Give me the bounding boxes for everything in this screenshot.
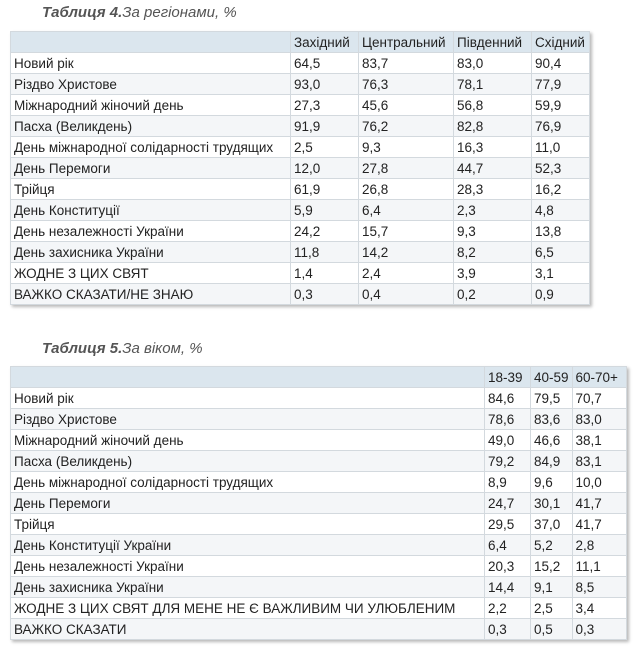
value-cell: 52,3 bbox=[532, 158, 590, 179]
value-cell: 5,2 bbox=[531, 535, 573, 556]
value-cell: 82,8 bbox=[454, 116, 532, 137]
table-row bbox=[11, 116, 590, 137]
column-header: Західний bbox=[291, 32, 359, 53]
value-cell: 0,3 bbox=[572, 619, 626, 640]
column-header: Центральний bbox=[359, 32, 454, 53]
table-row bbox=[11, 242, 590, 263]
value-cell: 13,8 bbox=[532, 221, 590, 242]
column-header-empty bbox=[11, 32, 291, 53]
table5-header-row bbox=[11, 367, 627, 388]
value-cell: 78,1 bbox=[454, 74, 532, 95]
value-cell: 83,1 bbox=[572, 451, 626, 472]
row-label: День захисника України bbox=[11, 242, 291, 263]
row-label: Пасха (Великдень) bbox=[11, 451, 485, 472]
value-cell: 83,0 bbox=[454, 53, 532, 74]
value-cell: 29,5 bbox=[485, 514, 531, 535]
value-cell: 27,3 bbox=[291, 95, 359, 116]
value-cell: 41,7 bbox=[572, 514, 626, 535]
value-cell: 77,9 bbox=[532, 74, 590, 95]
table-row bbox=[11, 409, 627, 430]
value-cell: 11,1 bbox=[572, 556, 626, 577]
value-cell: 9,6 bbox=[531, 472, 573, 493]
row-label: Міжнародний жіночий день bbox=[11, 430, 485, 451]
value-cell: 6,4 bbox=[485, 535, 531, 556]
value-cell: 84,6 bbox=[485, 388, 531, 409]
value-cell: 2,2 bbox=[485, 598, 531, 619]
table-row bbox=[11, 263, 590, 284]
table4-caption bbox=[42, 4, 237, 21]
value-cell: 20,3 bbox=[485, 556, 531, 577]
value-cell: 64,5 bbox=[291, 53, 359, 74]
value-cell: 46,6 bbox=[531, 430, 573, 451]
table-row bbox=[11, 53, 590, 74]
value-cell: 8,2 bbox=[454, 242, 532, 263]
table-row bbox=[11, 430, 627, 451]
value-cell: 0,2 bbox=[454, 284, 532, 305]
value-cell: 11,0 bbox=[532, 137, 590, 158]
column-header: 60-70+ bbox=[572, 367, 626, 388]
value-cell: 70,7 bbox=[572, 388, 626, 409]
value-cell: 16,2 bbox=[532, 179, 590, 200]
row-label: Трійця bbox=[11, 179, 291, 200]
value-cell: 76,9 bbox=[532, 116, 590, 137]
value-cell: 24,7 bbox=[485, 493, 531, 514]
row-label: Різдво Христове bbox=[11, 74, 291, 95]
value-cell: 0,5 bbox=[531, 619, 573, 640]
value-cell: 2,5 bbox=[531, 598, 573, 619]
table-row bbox=[11, 200, 590, 221]
table4 bbox=[10, 31, 590, 305]
table5-caption-number: Таблиця 5. bbox=[42, 340, 123, 357]
value-cell: 3,1 bbox=[532, 263, 590, 284]
row-label: ВАЖКО СКАЗАТИ/НЕ ЗНАЮ bbox=[11, 284, 291, 305]
row-label: Трійця bbox=[11, 514, 485, 535]
value-cell: 83,7 bbox=[359, 53, 454, 74]
value-cell: 41,7 bbox=[572, 493, 626, 514]
column-header: Східний bbox=[532, 32, 590, 53]
value-cell: 3,4 bbox=[572, 598, 626, 619]
row-label: День міжнародної солідарності трудящих bbox=[11, 472, 485, 493]
value-cell: 24,2 bbox=[291, 221, 359, 242]
row-label: День міжнародної солідарності трудящих bbox=[11, 137, 291, 158]
row-label: День Перемоги bbox=[11, 158, 291, 179]
value-cell: 2,4 bbox=[359, 263, 454, 284]
row-label: ЖОДНЕ З ЦИХ СВЯТ ДЛЯ МЕНЕ НЕ Є ВАЖЛИВИМ ЧИ УЛЮБЛЕНИМ bbox=[11, 598, 485, 619]
table-row bbox=[11, 472, 627, 493]
row-label: День Конституції bbox=[11, 200, 291, 221]
value-cell: 78,6 bbox=[485, 409, 531, 430]
value-cell: 49,0 bbox=[485, 430, 531, 451]
table-row bbox=[11, 556, 627, 577]
value-cell: 4,8 bbox=[532, 200, 590, 221]
value-cell: 84,9 bbox=[531, 451, 573, 472]
row-label: День незалежності України bbox=[11, 556, 485, 577]
value-cell: 28,3 bbox=[454, 179, 532, 200]
table-row bbox=[11, 137, 590, 158]
value-cell: 10,0 bbox=[572, 472, 626, 493]
table4-header-row bbox=[11, 32, 590, 53]
table-row bbox=[11, 95, 590, 116]
value-cell: 11,8 bbox=[291, 242, 359, 263]
table-row bbox=[11, 221, 590, 242]
table5-caption-text: За віком, % bbox=[122, 340, 203, 357]
row-label: ВАЖКО СКАЗАТИ bbox=[11, 619, 485, 640]
value-cell: 5,9 bbox=[291, 200, 359, 221]
value-cell: 2,3 bbox=[454, 200, 532, 221]
value-cell: 6,5 bbox=[532, 242, 590, 263]
value-cell: 16,3 bbox=[454, 137, 532, 158]
table5 bbox=[10, 366, 627, 640]
row-label: Новий рік bbox=[11, 53, 291, 74]
table-row bbox=[11, 158, 590, 179]
value-cell: 83,6 bbox=[531, 409, 573, 430]
value-cell: 83,0 bbox=[572, 409, 626, 430]
value-cell: 30,1 bbox=[531, 493, 573, 514]
value-cell: 38,1 bbox=[572, 430, 626, 451]
column-header: Південний bbox=[454, 32, 532, 53]
value-cell: 6,4 bbox=[359, 200, 454, 221]
table-row bbox=[11, 284, 590, 305]
value-cell: 59,9 bbox=[532, 95, 590, 116]
value-cell: 0,9 bbox=[532, 284, 590, 305]
value-cell: 91,9 bbox=[291, 116, 359, 137]
table-row bbox=[11, 577, 627, 598]
value-cell: 93,0 bbox=[291, 74, 359, 95]
value-cell: 37,0 bbox=[531, 514, 573, 535]
value-cell: 26,8 bbox=[359, 179, 454, 200]
table4-caption-text: За регіонами, % bbox=[122, 4, 237, 21]
table-row bbox=[11, 451, 627, 472]
column-header-empty bbox=[11, 367, 485, 388]
row-label: Міжнародний жіночий день bbox=[11, 95, 291, 116]
table-row bbox=[11, 514, 627, 535]
table-row bbox=[11, 74, 590, 95]
value-cell: 76,3 bbox=[359, 74, 454, 95]
value-cell: 0,3 bbox=[291, 284, 359, 305]
row-label: Пасха (Великдень) bbox=[11, 116, 291, 137]
value-cell: 27,8 bbox=[359, 158, 454, 179]
value-cell: 2,8 bbox=[572, 535, 626, 556]
table5-caption bbox=[42, 340, 203, 357]
table-row bbox=[11, 619, 627, 640]
value-cell: 44,7 bbox=[454, 158, 532, 179]
value-cell: 0,4 bbox=[359, 284, 454, 305]
table4-caption-number: Таблиця 4. bbox=[42, 4, 123, 21]
value-cell: 3,9 bbox=[454, 263, 532, 284]
value-cell: 2,5 bbox=[291, 137, 359, 158]
row-label: День незалежності України bbox=[11, 221, 291, 242]
value-cell: 12,0 bbox=[291, 158, 359, 179]
table-row bbox=[11, 535, 627, 556]
value-cell: 8,5 bbox=[572, 577, 626, 598]
column-header: 40-59 bbox=[531, 367, 573, 388]
column-header: 18-39 bbox=[485, 367, 531, 388]
table-row bbox=[11, 388, 627, 409]
value-cell: 45,6 bbox=[359, 95, 454, 116]
row-label: Різдво Христове bbox=[11, 409, 485, 430]
value-cell: 56,8 bbox=[454, 95, 532, 116]
value-cell: 61,9 bbox=[291, 179, 359, 200]
value-cell: 9,1 bbox=[531, 577, 573, 598]
value-cell: 14,4 bbox=[485, 577, 531, 598]
table5-container bbox=[10, 366, 627, 640]
value-cell: 79,2 bbox=[485, 451, 531, 472]
row-label: День Перемоги bbox=[11, 493, 485, 514]
value-cell: 1,4 bbox=[291, 263, 359, 284]
value-cell: 8,9 bbox=[485, 472, 531, 493]
value-cell: 79,5 bbox=[531, 388, 573, 409]
value-cell: 9,3 bbox=[359, 137, 454, 158]
table-row bbox=[11, 493, 627, 514]
value-cell: 14,2 bbox=[359, 242, 454, 263]
row-label: Новий рік bbox=[11, 388, 485, 409]
table-row bbox=[11, 179, 590, 200]
value-cell: 0,3 bbox=[485, 619, 531, 640]
value-cell: 15,7 bbox=[359, 221, 454, 242]
table4-container bbox=[10, 31, 590, 305]
row-label: День захисника України bbox=[11, 577, 485, 598]
row-label: ЖОДНЕ З ЦИХ СВЯТ bbox=[11, 263, 291, 284]
row-label: День Конституції України bbox=[11, 535, 485, 556]
value-cell: 76,2 bbox=[359, 116, 454, 137]
value-cell: 90,4 bbox=[532, 53, 590, 74]
table-row bbox=[11, 598, 627, 619]
value-cell: 9,3 bbox=[454, 221, 532, 242]
value-cell: 15,2 bbox=[531, 556, 573, 577]
